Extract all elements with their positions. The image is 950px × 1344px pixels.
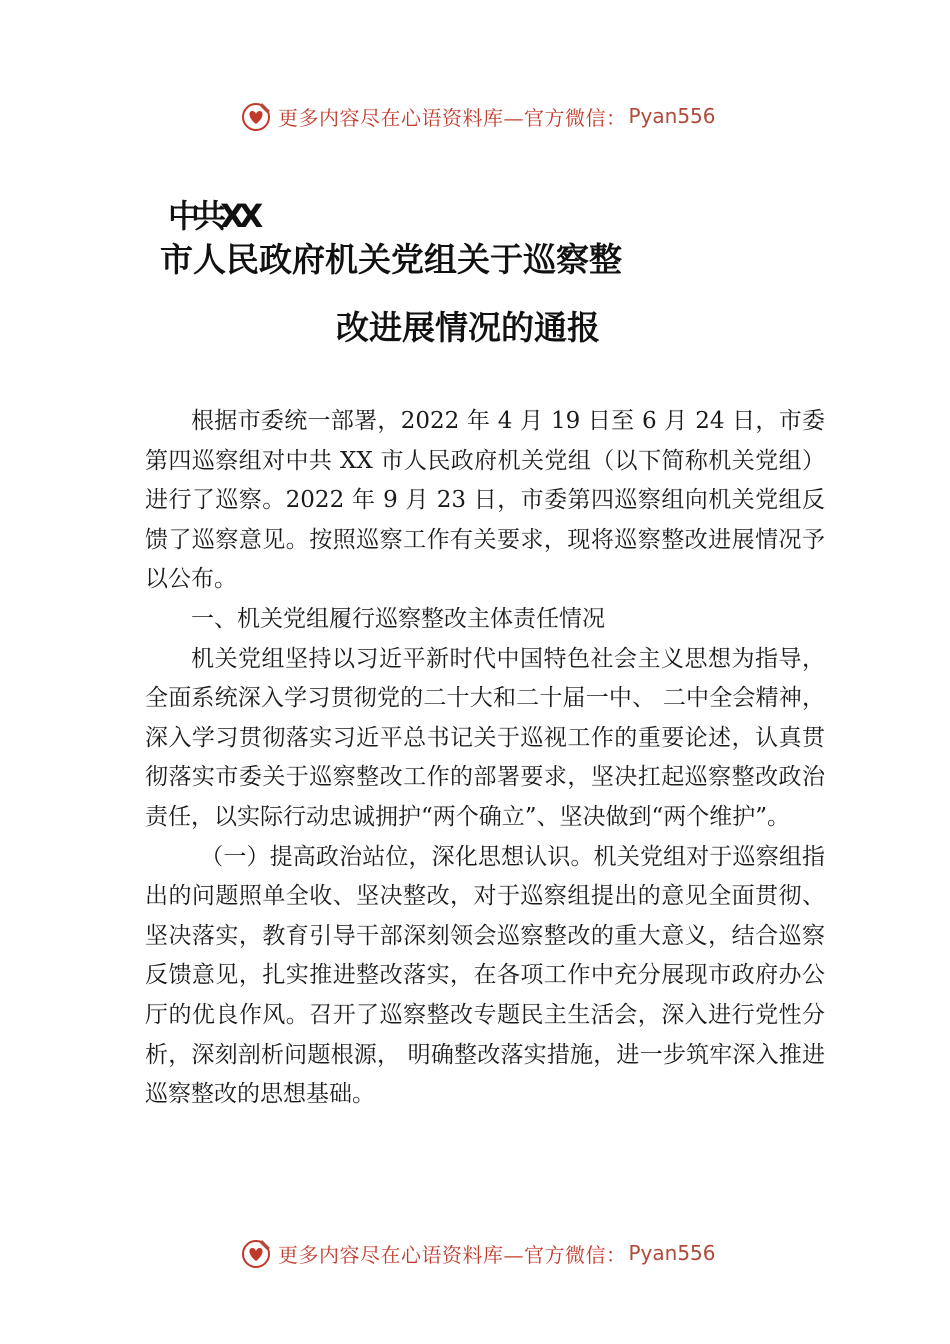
document-title-line-1: 市人民政府机关党组关于巡察整 bbox=[160, 240, 622, 279]
watermark-text: 更多内容尽在心语资料库—官方微信： bbox=[278, 1242, 627, 1267]
watermark-text: 更多内容尽在心语资料库—官方微信： bbox=[278, 105, 627, 130]
watermark-wechat-id: Pyan556 bbox=[628, 104, 716, 128]
paragraph-intro: 根据市委统一部署，2022 年 4 月 19 日至 6 月 24 日，市委第四巡察组对中共 XX 市人民政府机关党组（以下简称机关党组）进行了巡察。2022 年 9 月 23 日，市委第四巡察组向机关党组反馈了巡察意见。按照巡察工作有关要求，现将巡察整改进展情况予以公布。 bbox=[145, 408, 825, 593]
watermark-banner-top bbox=[240, 96, 760, 136]
paragraph-subsection-1: （一）提高政治站位，深化思想认识。机关党组对于巡察组指出的问题照单全收、坚决整改，对于巡察组提出的意见全面贯彻、坚决落实，教育引导干部深刻领会巡察整改的重大意义，结合巡察反馈意见，扎实推进整改落实，在各项工作中充分展现市政府办公厅的优良作风。召开了巡察整改专题民主生活会，深入进行党性分析，深刻剖析问题根源， 明确整改落实措施，进一步筑牢深入推进巡察整改的思想基础。 bbox=[145, 843, 825, 1108]
paragraph-section-1: 机关党组坚持以习近平新时代中国特色社会主义思想为指导，全面系统深入学习贯彻党的二十大和二十届一中、 二中全会精神，深入学习贯彻落实习近平总书记关于巡视工作的重要论述，认真贯彻落实市委关于巡察整改工作的部署要求，坚决扛起巡察整改政治责任，以实际行动忠诚拥护“两个确立”、坚决做到“两个维护”。 bbox=[145, 645, 825, 830]
heart-pen-logo-icon bbox=[240, 1236, 274, 1270]
title-prefix: 中共XX bbox=[168, 197, 258, 235]
watermark-banner-bottom bbox=[240, 1233, 760, 1273]
heart-pen-logo-icon bbox=[240, 99, 274, 133]
document-body bbox=[145, 402, 825, 1115]
document-title-line-2: 改进展情况的通报 bbox=[336, 308, 600, 347]
section-heading-1: 一、机关党组履行巡察整改主体责任情况 bbox=[191, 605, 605, 632]
watermark-wechat-id: Pyan556 bbox=[628, 1241, 716, 1265]
